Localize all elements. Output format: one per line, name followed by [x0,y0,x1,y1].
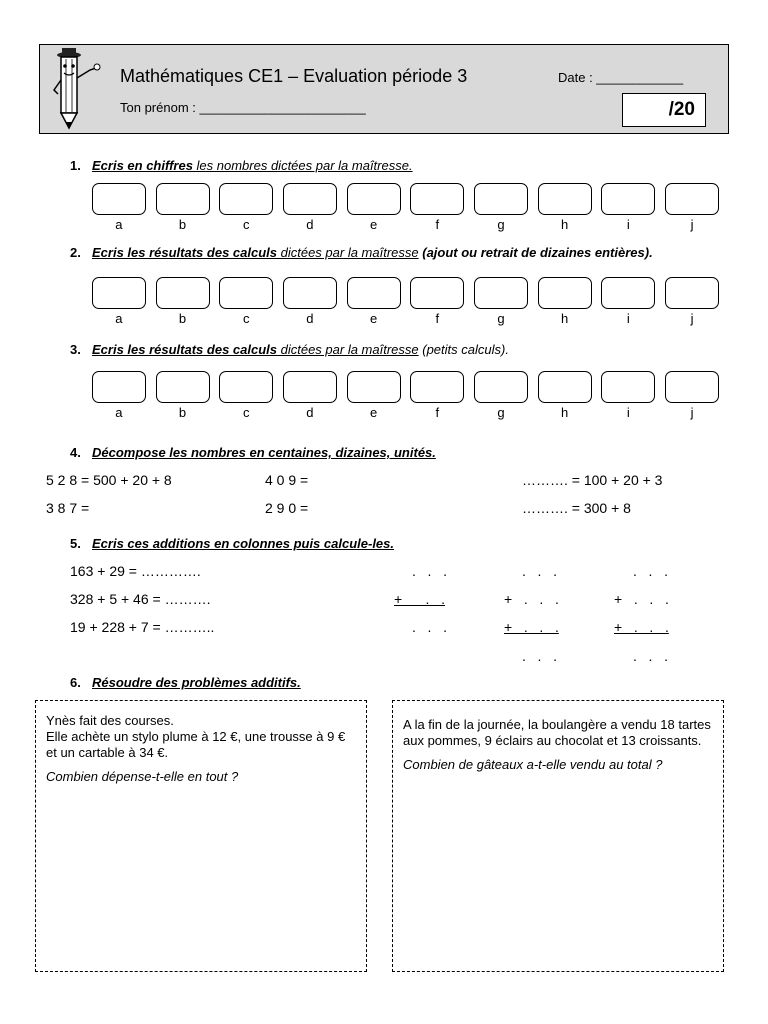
answer-cell [87,183,151,232]
box-label: h [561,217,569,232]
answer-cell [533,183,597,232]
answer-box[interactable] [219,277,273,309]
score-box: /20 [622,93,706,127]
box-label: e [369,311,378,326]
decompose-item: ………. = 100 + 20 + 3 [522,472,663,488]
answer-box[interactable] [538,371,592,403]
question-text: Résoudre des problèmes additifs. [92,675,301,690]
answer-box-row-1 [87,183,724,232]
answer-box[interactable] [219,371,273,403]
answer-box[interactable] [92,183,146,215]
answer-cell [597,371,661,420]
question-number: 6. [70,675,81,690]
answer-box[interactable] [283,183,337,215]
box-label: f [435,405,440,420]
answer-box[interactable] [474,371,528,403]
answer-cell [469,371,533,420]
answer-box[interactable] [410,277,464,309]
box-label: g [497,217,505,232]
column-plus-dots: + . . . [614,619,669,635]
question-text: Ecris ces additions en colonnes puis calcule-les. [92,536,394,551]
question-number: 2. [70,245,81,260]
question-text: dictées par la maîtresse [277,245,419,260]
problem-box-2[interactable] [392,700,724,972]
box-label: g [497,405,505,420]
answer-cell [214,183,278,232]
box-label: d [306,311,314,326]
box-label: b [178,311,187,326]
question-6 [70,675,301,690]
answer-cell [533,371,597,420]
question-1 [70,158,413,173]
decompose-item: 4 0 9 = [265,472,309,488]
answer-cell [405,371,469,420]
question-instruction: Ecris en chiffres [92,158,193,173]
question-note: (petits calculs). [418,342,509,357]
box-label: a [115,311,123,326]
decompose-item: 3 8 7 = [46,500,90,516]
answer-box[interactable] [347,277,401,309]
addition-item: 19 + 228 + 7 = ……….. [70,619,215,635]
answer-box[interactable] [474,183,528,215]
box-label: h [561,405,569,420]
box-label: f [435,217,440,232]
answer-box-row-2 [87,277,724,326]
column-plus-dots: + . . . [504,591,559,607]
answer-box[interactable] [665,277,719,309]
answer-box[interactable] [219,183,273,215]
box-label: b [178,217,187,232]
column-dots: . . . [522,563,558,579]
question-text: dictées par la maîtresse [277,342,419,357]
answer-cell [660,371,724,420]
answer-cell [405,277,469,326]
answer-box[interactable] [601,277,655,309]
box-label: d [306,405,314,420]
answer-box[interactable] [283,371,337,403]
problem-question: Combien de gâteaux a-t-elle vendu au total ? [403,757,663,772]
answer-cell [278,371,342,420]
answer-cell [87,371,151,420]
box-label: j [690,311,694,326]
box-label: i [626,217,630,232]
answer-box[interactable] [665,371,719,403]
decompose-item: ………. = 300 + 8 [522,500,631,516]
column-dots: . . . [412,563,448,579]
problem-text: Elle achète un stylo plume à 12 €, une trousse à 9 € et un cartable à 34 €. [46,729,346,760]
answer-box[interactable] [156,277,210,309]
answer-cell [533,277,597,326]
addition-item: 328 + 5 + 46 = ………. [70,591,211,607]
problem-question: Combien dépense-t-elle en tout ? [46,769,239,784]
answer-box[interactable] [665,183,719,215]
answer-box[interactable] [410,183,464,215]
box-label: c [242,311,250,326]
answer-cell [214,371,278,420]
name-field: Ton prénom : _______________________ [120,100,366,115]
box-label: i [626,405,630,420]
question-number: 3. [70,342,81,357]
answer-box[interactable] [410,371,464,403]
question-note: (ajout ou retrait de dizaines entières). [418,245,653,260]
column-plus-dots: + . . . [504,619,559,635]
answer-cell [660,183,724,232]
box-label: e [369,217,378,232]
box-label: j [690,405,694,420]
answer-cell [342,371,406,420]
answer-box-row-3 [87,371,724,420]
question-number: 4. [70,445,81,460]
answer-cell [405,183,469,232]
problem-box-1[interactable] [35,700,367,972]
decompose-item: 5 2 8 = 500 + 20 + 8 [46,472,172,488]
question-3 [70,342,509,357]
answer-box[interactable] [156,371,210,403]
answer-cell [342,277,406,326]
answer-cell [87,277,151,326]
box-label: c [242,405,250,420]
question-5 [70,536,394,551]
column-dots: . . . [633,563,669,579]
answer-cell [278,183,342,232]
page-title: Mathématiques CE1 – Evaluation période 3 [120,66,468,86]
addition-item: 163 + 29 = …………. [70,563,201,579]
decompose-item: 2 9 0 = [265,500,309,516]
question-instruction: Ecris les résultats des calculs [92,245,277,260]
pencil-mascot-icon [50,46,106,132]
question-text: les nombres dictées par la maîtresse. [192,158,413,173]
answer-box[interactable] [601,371,655,403]
answer-box[interactable] [538,277,592,309]
box-label: i [626,311,630,326]
box-label: e [369,405,378,420]
answer-cell [151,183,215,232]
question-instruction: Ecris les résultats des calculs [92,342,277,357]
answer-box[interactable] [283,277,337,309]
answer-box[interactable] [538,183,592,215]
answer-cell [597,277,661,326]
question-text: Décompose les nombres en centaines, dizaines, unités. [92,445,436,460]
answer-box[interactable] [601,183,655,215]
answer-cell [342,183,406,232]
answer-cell [469,183,533,232]
answer-box[interactable] [156,183,210,215]
box-label: j [690,217,694,232]
problem-text: Ynès fait des courses. [46,713,174,728]
box-label: a [115,405,123,420]
box-label: c [242,217,250,232]
box-label: b [178,405,187,420]
question-number: 1. [70,158,81,173]
answer-cell [278,277,342,326]
question-2 [70,245,653,260]
date-field: Date : ____________ [558,70,684,85]
answer-box[interactable] [347,183,401,215]
question-4 [70,445,436,460]
box-label: d [306,217,314,232]
answer-cell [214,277,278,326]
answer-cell [151,371,215,420]
column-dots: . . . [633,648,669,664]
answer-box[interactable] [92,371,146,403]
answer-cell [597,183,661,232]
answer-box[interactable] [347,371,401,403]
box-label: h [561,311,569,326]
question-number: 5. [70,536,81,551]
column-plus-dots: + . . [394,591,445,607]
column-plus-dots: + . . . [614,591,669,607]
answer-cell [151,277,215,326]
answer-box[interactable] [92,277,146,309]
column-dots: . . . [522,648,558,664]
box-label: f [435,311,440,326]
problem-text: A la fin de la journée, la boulangère a vendu 18 tartes aux pommes, 9 éclairs au chocolat et 13 croissants. [403,717,711,748]
column-dots: . . . [412,619,448,635]
answer-cell [660,277,724,326]
box-label: a [115,217,123,232]
answer-box[interactable] [474,277,528,309]
answer-cell [469,277,533,326]
box-label: g [497,311,505,326]
